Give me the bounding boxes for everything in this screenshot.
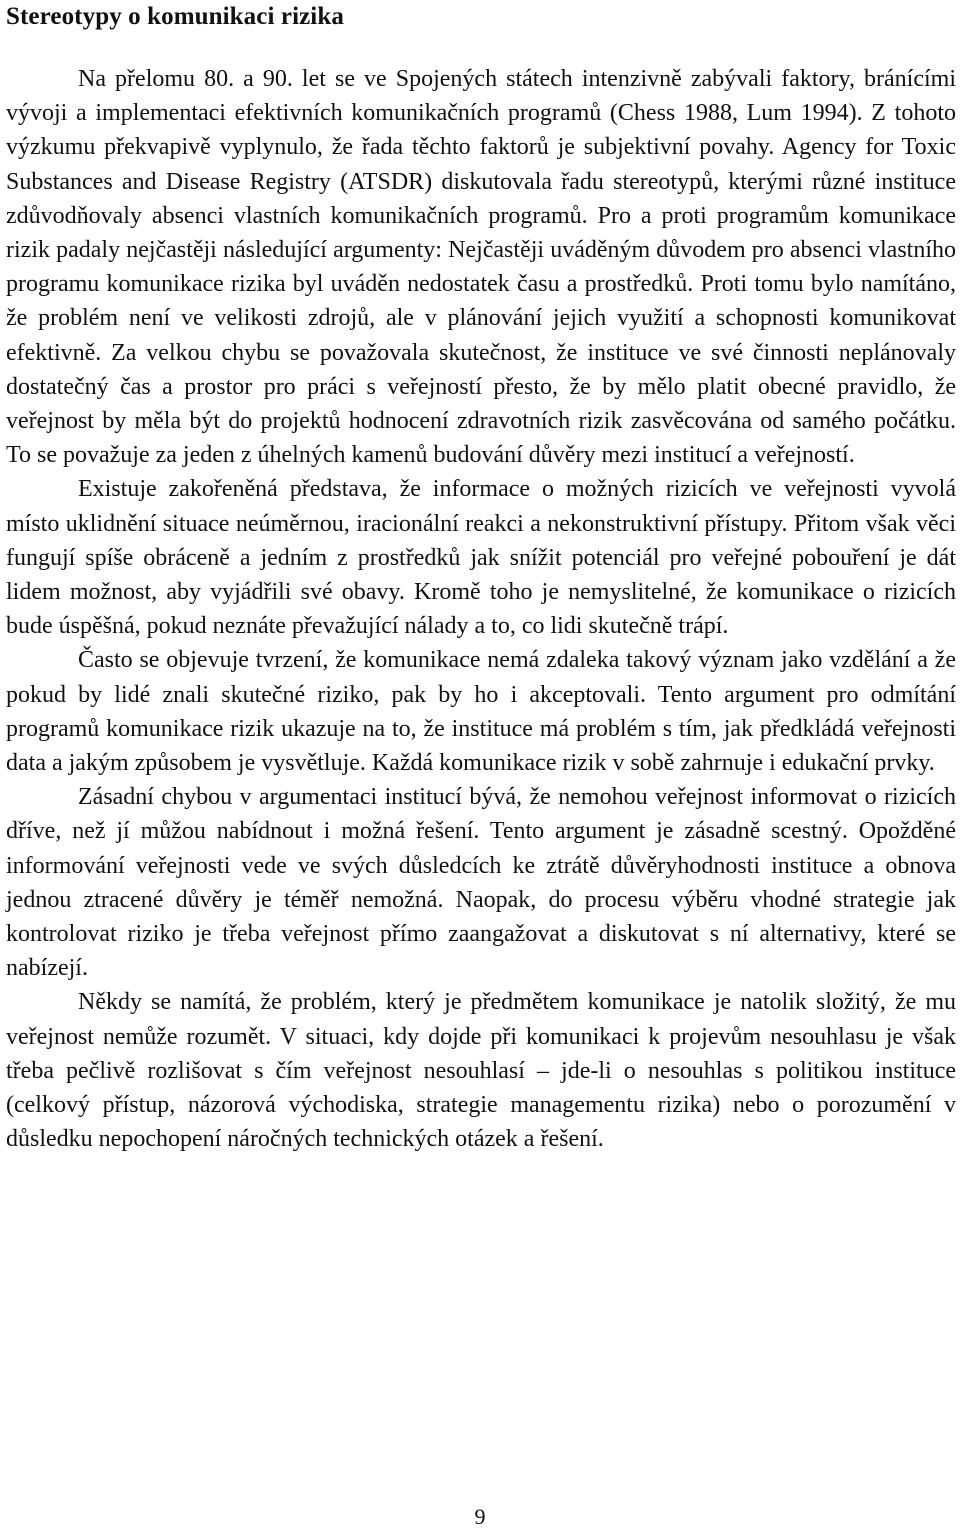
paragraph-5: Někdy se namítá, že problém, který je předmětem komunikace je natolik složitý, že mu veřejnost nemůže rozumět. V situaci, kdy dojde při komunikaci k projevům nesouhlasu je však třeba pečlivě rozlišovat s čím veřejnost nesouhlasí – jde-li o nesouhlas s politikou instituce (celkový přístup, názorová východiska, strategie managementu rizika) nebo o porozumění v důsledku nepochopení náročných technických otázek a řešení. (6, 989, 956, 1153)
paragraph-1: Na přelomu 80. a 90. let se ve Spojených státech intenzivně zabývali faktory, bránícími vývoji a implementaci efektivních komunikačních programů (Chess 1988, Lum 1994). Z tohoto výzkumu překvapivě vyplynulo, že řada těchto faktorů je subjektivní povahy. Agency for Toxic Substances and Disease Registry (ATSDR) diskutovala řadu stereotypů, kterými různé instituce zdůvodňovaly absenci vlastních komunikačních programů. Pro a proti programům komunikace rizik padaly nejčastěji následující argumenty: Nejčastěji uváděným důvodem pro absenci vlastního programu komunikace rizika byl uváděn nedostatek času a prostředků. Proti tomu bylo namítáno, že problém není ve velikosti zdrojů, ale v plánování jejich využití a schopnosti komunikovat efektivně. Za velkou chybu se považovala skutečnost, že instituce ve své činnosti neplánovaly dostatečný čas a prostor pro práci s veřejností přesto, že by mělo platit obecné pravidlo, že veřejnost by měla být do projektů hodnocení zdravotních rizik zasvěcována od samého počátku. To se považuje za jeden z úhelných kamenů budování důvěry mezi institucí a veřejností. (6, 66, 956, 469)
paragraph-3: Často se objevuje tvrzení, že komunikace nemá zdaleka takový význam jako vzdělání a že pokud by lidé znali skutečné riziko, pak by ho i akceptovali. Tento argument pro odmítání programů komunikace rizik ukazuje na to, že instituce má problém s tím, jak předkládá veřejnosti data a jakým způsobem je vysvětluje. Každá komunikace rizik v sobě zahrnuje i edukační prvky. (6, 647, 956, 777)
paragraph-4: Zásadní chybou v argumentaci institucí bývá, že nemohou veřejnost informovat o rizicích dříve, než jí můžou nabídnout i možná řešení. Tento argument je zásadně scestný. Opožděné informování veřejnosti vede ve svých důsledcích ke ztrátě důvěryhodnosti instituce a obnova jednou ztracené důvěry je téměř nemožná. Naopak, do procesu výběru vhodné strategie jak kontrolovat riziko je třeba veřejnost přímo zaangažovat a diskutovat s ní alternativy, které se nabízejí. (6, 784, 956, 982)
document-page (6, 0, 956, 1157)
body-text (6, 62, 956, 1157)
paragraph-2: Existuje zakořeněná představa, že informace o možných rizicích ve veřejnosti vyvolá místo uklidnění situace neúměrnou, iracionální reakci a nekonstruktivní přístupy. Přitom však věci fungují spíše obráceně a jedním z prostředků jak snížit potenciál pro veřejné pobouření je dát lidem možnost, aby vyjádřili své obavy. Kromě toho je nemyslitelné, že komunikace o rizicích bude úspěšná, pokud neznáte převažující nálady a to, co lidi skutečně trápí. (6, 476, 956, 640)
page-title: Stereotypy o komunikaci rizika (6, 3, 344, 30)
page-number: 9 (474, 1504, 486, 1529)
